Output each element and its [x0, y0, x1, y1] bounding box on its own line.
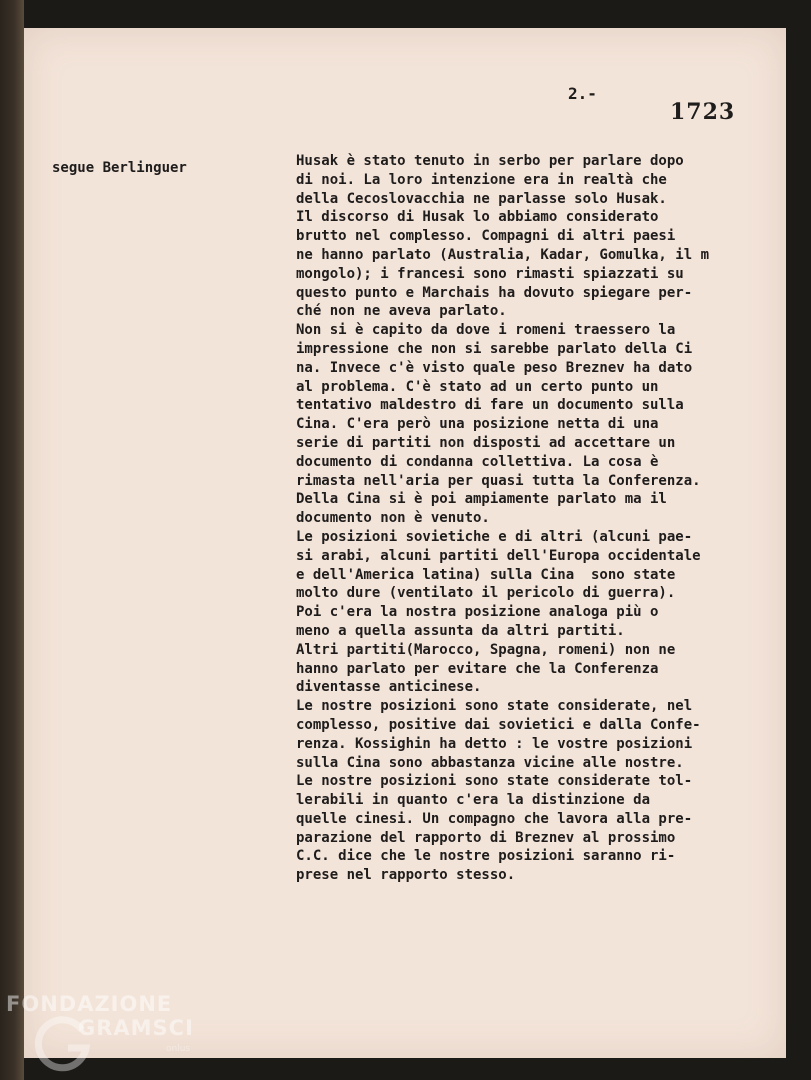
body-line: questo punto e Marchais ha dovuto spiegare per-: [296, 284, 693, 301]
page-number: 2.-: [568, 84, 597, 103]
body-line: complesso, positive dai sovietici e dalla Confe-: [296, 716, 701, 733]
body-line: meno a quella assunta da altri partiti.: [296, 622, 625, 639]
body-line: e dell'America latina) sulla Cina sono state: [296, 566, 676, 583]
body-line: Il discorso di Husak lo abbiamo considerato: [296, 209, 659, 226]
watermark-logo: [6, 992, 206, 1072]
body-line: si arabi, alcuni partiti dell'Europa occidentale: [296, 547, 701, 564]
body-line: Poi c'era la nostra posizione analoga più o: [296, 604, 659, 621]
body-line: Husak è stato tenuto in serbo per parlare dopo: [296, 153, 684, 169]
body-line: Cina. C'era però una posizione netta di una: [296, 416, 659, 433]
binding-edge: [0, 0, 24, 1080]
body-line: molto dure (ventilato il pericolo di guerra).: [296, 585, 676, 602]
body-line: tentativo maldestro di fare un documento sulla: [296, 397, 684, 414]
body-line: Le nostre posizioni sono state considerate, nel: [296, 698, 693, 715]
body-line: renza. Kossighin ha detto : le vostre posizioni: [296, 735, 693, 752]
body-line: C.C. dice che le nostre posizioni saranno ri-: [296, 848, 676, 865]
body-line: lerabili in quanto c'era la distinzione da: [296, 792, 651, 809]
body-line: na. Invece c'è visto quale peso Breznev ha dato: [296, 359, 693, 376]
document-body: [296, 152, 709, 885]
body-line: quelle cinesi. Un compagno che lavora alla pre-: [296, 810, 693, 827]
body-line: serie di partiti non disposti ad accettare un: [296, 434, 676, 451]
body-line: ché non ne aveva parlato.: [296, 303, 507, 320]
body-line: rimasta nell'aria per quasi tutta la Conferenza.: [296, 472, 701, 489]
body-line: impressione che non si sarebbe parlato della Ci: [296, 340, 693, 357]
body-line: sulla Cina sono abbastanza vicine alle nostre.: [296, 754, 684, 771]
body-line: di noi. La loro intenzione era in realtà che: [296, 171, 667, 188]
body-line: Della Cina si è poi ampiamente parlato ma il: [296, 491, 667, 508]
body-line: al problema. C'è stato ad un certo punto un: [296, 378, 659, 395]
body-line: prese nel rapporto stesso.: [296, 867, 516, 884]
body-line: Le posizioni sovietiche e di altri (alcuni pae-: [296, 528, 693, 545]
watermark-line-2: GRAMSCI: [78, 1016, 194, 1040]
body-line: documento di condanna collettiva. La cosa è: [296, 453, 659, 470]
body-line: documento non è venuto.: [296, 510, 490, 527]
margin-note: segue Berlinguer: [52, 160, 187, 176]
body-line: parazione del rapporto di Breznev al prossimo: [296, 829, 676, 846]
body-line: della Cecoslovacchia ne parlasse solo Husak.: [296, 190, 667, 207]
body-line: Le nostre posizioni sono state considerate tol-: [296, 773, 693, 790]
body-line: Altri partiti(Marocco, Spagna, romeni) non ne: [296, 641, 676, 658]
archive-number: 1723: [670, 99, 736, 125]
body-line: ne hanno parlato (Australia, Kadar, Gomulka, il m: [296, 246, 710, 263]
body-line: mongolo); i francesi sono rimasti spiazzati su: [296, 265, 684, 282]
body-line: Non si è capito da dove i romeni traessero la: [296, 322, 676, 339]
watermark-line-1: FONDAZIONE: [6, 992, 173, 1016]
watermark-line-3: onlus: [166, 1044, 191, 1054]
body-line: brutto nel complesso. Compagni di altri paesi: [296, 228, 676, 245]
body-line: hanno parlato per evitare che la Conferenza: [296, 660, 659, 677]
body-line: diventasse anticinese.: [296, 679, 482, 696]
